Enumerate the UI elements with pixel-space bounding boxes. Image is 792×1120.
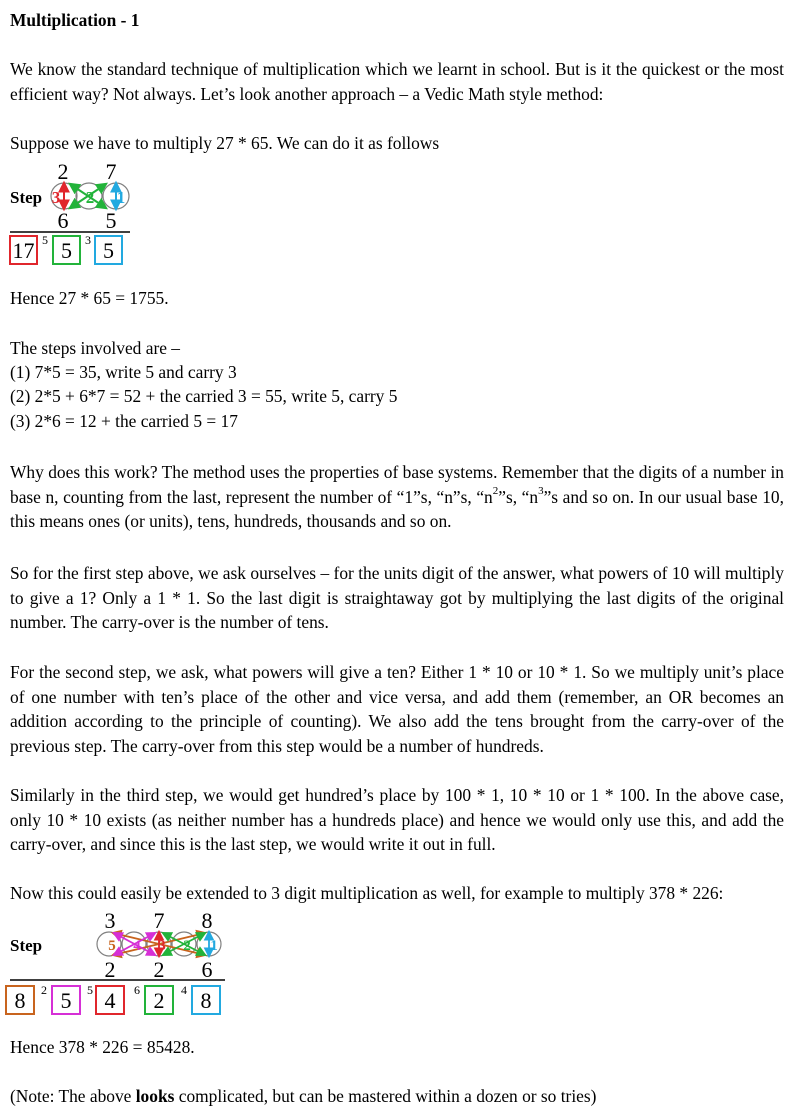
hence-line-1: Hence 27 * 65 = 1755. (10, 288, 169, 308)
step-number: 3 (158, 938, 166, 954)
bottom-digit: 2 (104, 957, 116, 982)
result-digit: 5 (103, 238, 114, 263)
bottom-digit: 5 (105, 208, 117, 233)
third-step-paragraph: Similarly in the third step, we would get hundred’s place by 100 * 1, 10 * 10 or 1 * 100. In the above case, only 10 * 10 exists (as neither number has a hundreds place) and hence we would only use this, and add the carry-over, and since this is the last step, we would write it out in full. (10, 785, 784, 855)
top-digit: 7 (153, 908, 165, 933)
carry-digit: 5 (87, 983, 93, 997)
intro-paragraph: We know the standard technique of multiplication which we learnt in school. But is it the quickest or the most efficient way? Not always. Let’s look another approach – a Vedic Math style method: (10, 59, 784, 104)
step-line: (3) 2*6 = 12 + the carried 5 = 17 (10, 411, 238, 431)
extend-line: Now this could easily be extended to 3 digit multiplication as well, for example to multiply 378 * 226: (10, 883, 724, 903)
result-digit: 5 (61, 238, 72, 263)
step-number: 2 (183, 938, 191, 954)
first-step-paragraph: So for the first step above, we ask ourselves – for the units digit of the answer, what powers of 10 will multiply to give a 1? Only a 1 * 1. So the last digit is straightaway got by multiplying the last digits of the original number. The carry-over is the number of tens. (10, 563, 784, 633)
carry-digit: 3 (85, 233, 91, 247)
note-emphasis: looks (135, 1086, 175, 1106)
result-digit: 8 (14, 988, 26, 1013)
hence-line-2: Hence 378 * 226 = 85428. (10, 1037, 195, 1057)
step-number: 2 (85, 188, 95, 207)
carry-digit: 4 (181, 983, 187, 997)
carry-digit: 5 (42, 233, 48, 247)
superscript: 2 (492, 484, 499, 497)
step-number: 4 (133, 938, 141, 954)
carry-digit: 6 (134, 983, 140, 997)
result-digit: 5 (60, 988, 72, 1013)
why-text: Why does this work? The method uses the properties of base systems. Remember that the digits of a number in base n, counting from the last, represent the number of “1”s, “n”s, “n (10, 462, 784, 507)
note-line (10, 1084, 596, 1109)
document-title: Multiplication - 1 (10, 10, 140, 30)
step-number: 1 (210, 938, 218, 954)
suppose-line: Suppose we have to multiply 27 * 65. We can do it as follows (10, 133, 440, 153)
superscript: 3 (538, 484, 544, 497)
why-text: ”s and so on. In our usual base 10, this means ones (or units), tens, hundreds, thousands and so on. (10, 486, 784, 532)
result-digit: 4 (104, 988, 116, 1013)
step-line: (2) 2*5 + 6*7 = 52 + the carried 3 = 55, write 5, carry 5 (10, 386, 398, 406)
multiplication-diagram-378x226 (10, 904, 250, 1019)
bottom-digit: 6 (201, 957, 213, 982)
step-line: (1) 7*5 = 35, write 5 and carry 3 (10, 362, 237, 382)
step-number: 5 (108, 938, 116, 954)
top-digit: 2 (57, 159, 69, 184)
second-step-paragraph: For the second step, we ask, what powers will give a ten? Either 1 * 10 or 10 * 1. So we multiply unit’s place of one number with ten’s place of the other and vice versa, and add them (remember, an OR becomes an addition according to the principle of counting). We also add the tens brought from the carry-over of the previous step. The carry-over from this step would be a number of hundreds. (10, 662, 784, 757)
steps-intro: The steps involved are – (10, 338, 180, 358)
bottom-digit: 6 (57, 208, 69, 233)
step-label: Step (10, 936, 43, 955)
carry-digit: 2 (41, 983, 47, 997)
step-number: 3 (51, 188, 61, 207)
result-digit: 8 (200, 988, 212, 1013)
step-label: Step (10, 188, 43, 207)
top-digit: 8 (201, 908, 213, 933)
top-digit: 7 (105, 159, 117, 184)
note-text: (Note: The above (10, 1086, 136, 1106)
why-paragraph (10, 460, 784, 534)
note-text: complicated, but can be mastered within a dozen or so tries) (174, 1086, 597, 1106)
result-digit: 17 (12, 238, 35, 263)
step-number: 1 (116, 188, 126, 207)
top-digit: 3 (104, 908, 116, 933)
why-text: ”s, “n (498, 486, 539, 507)
bottom-digit: 2 (153, 957, 165, 982)
result-digit: 2 (153, 988, 165, 1013)
multiplication-diagram-27x65 (10, 155, 170, 270)
